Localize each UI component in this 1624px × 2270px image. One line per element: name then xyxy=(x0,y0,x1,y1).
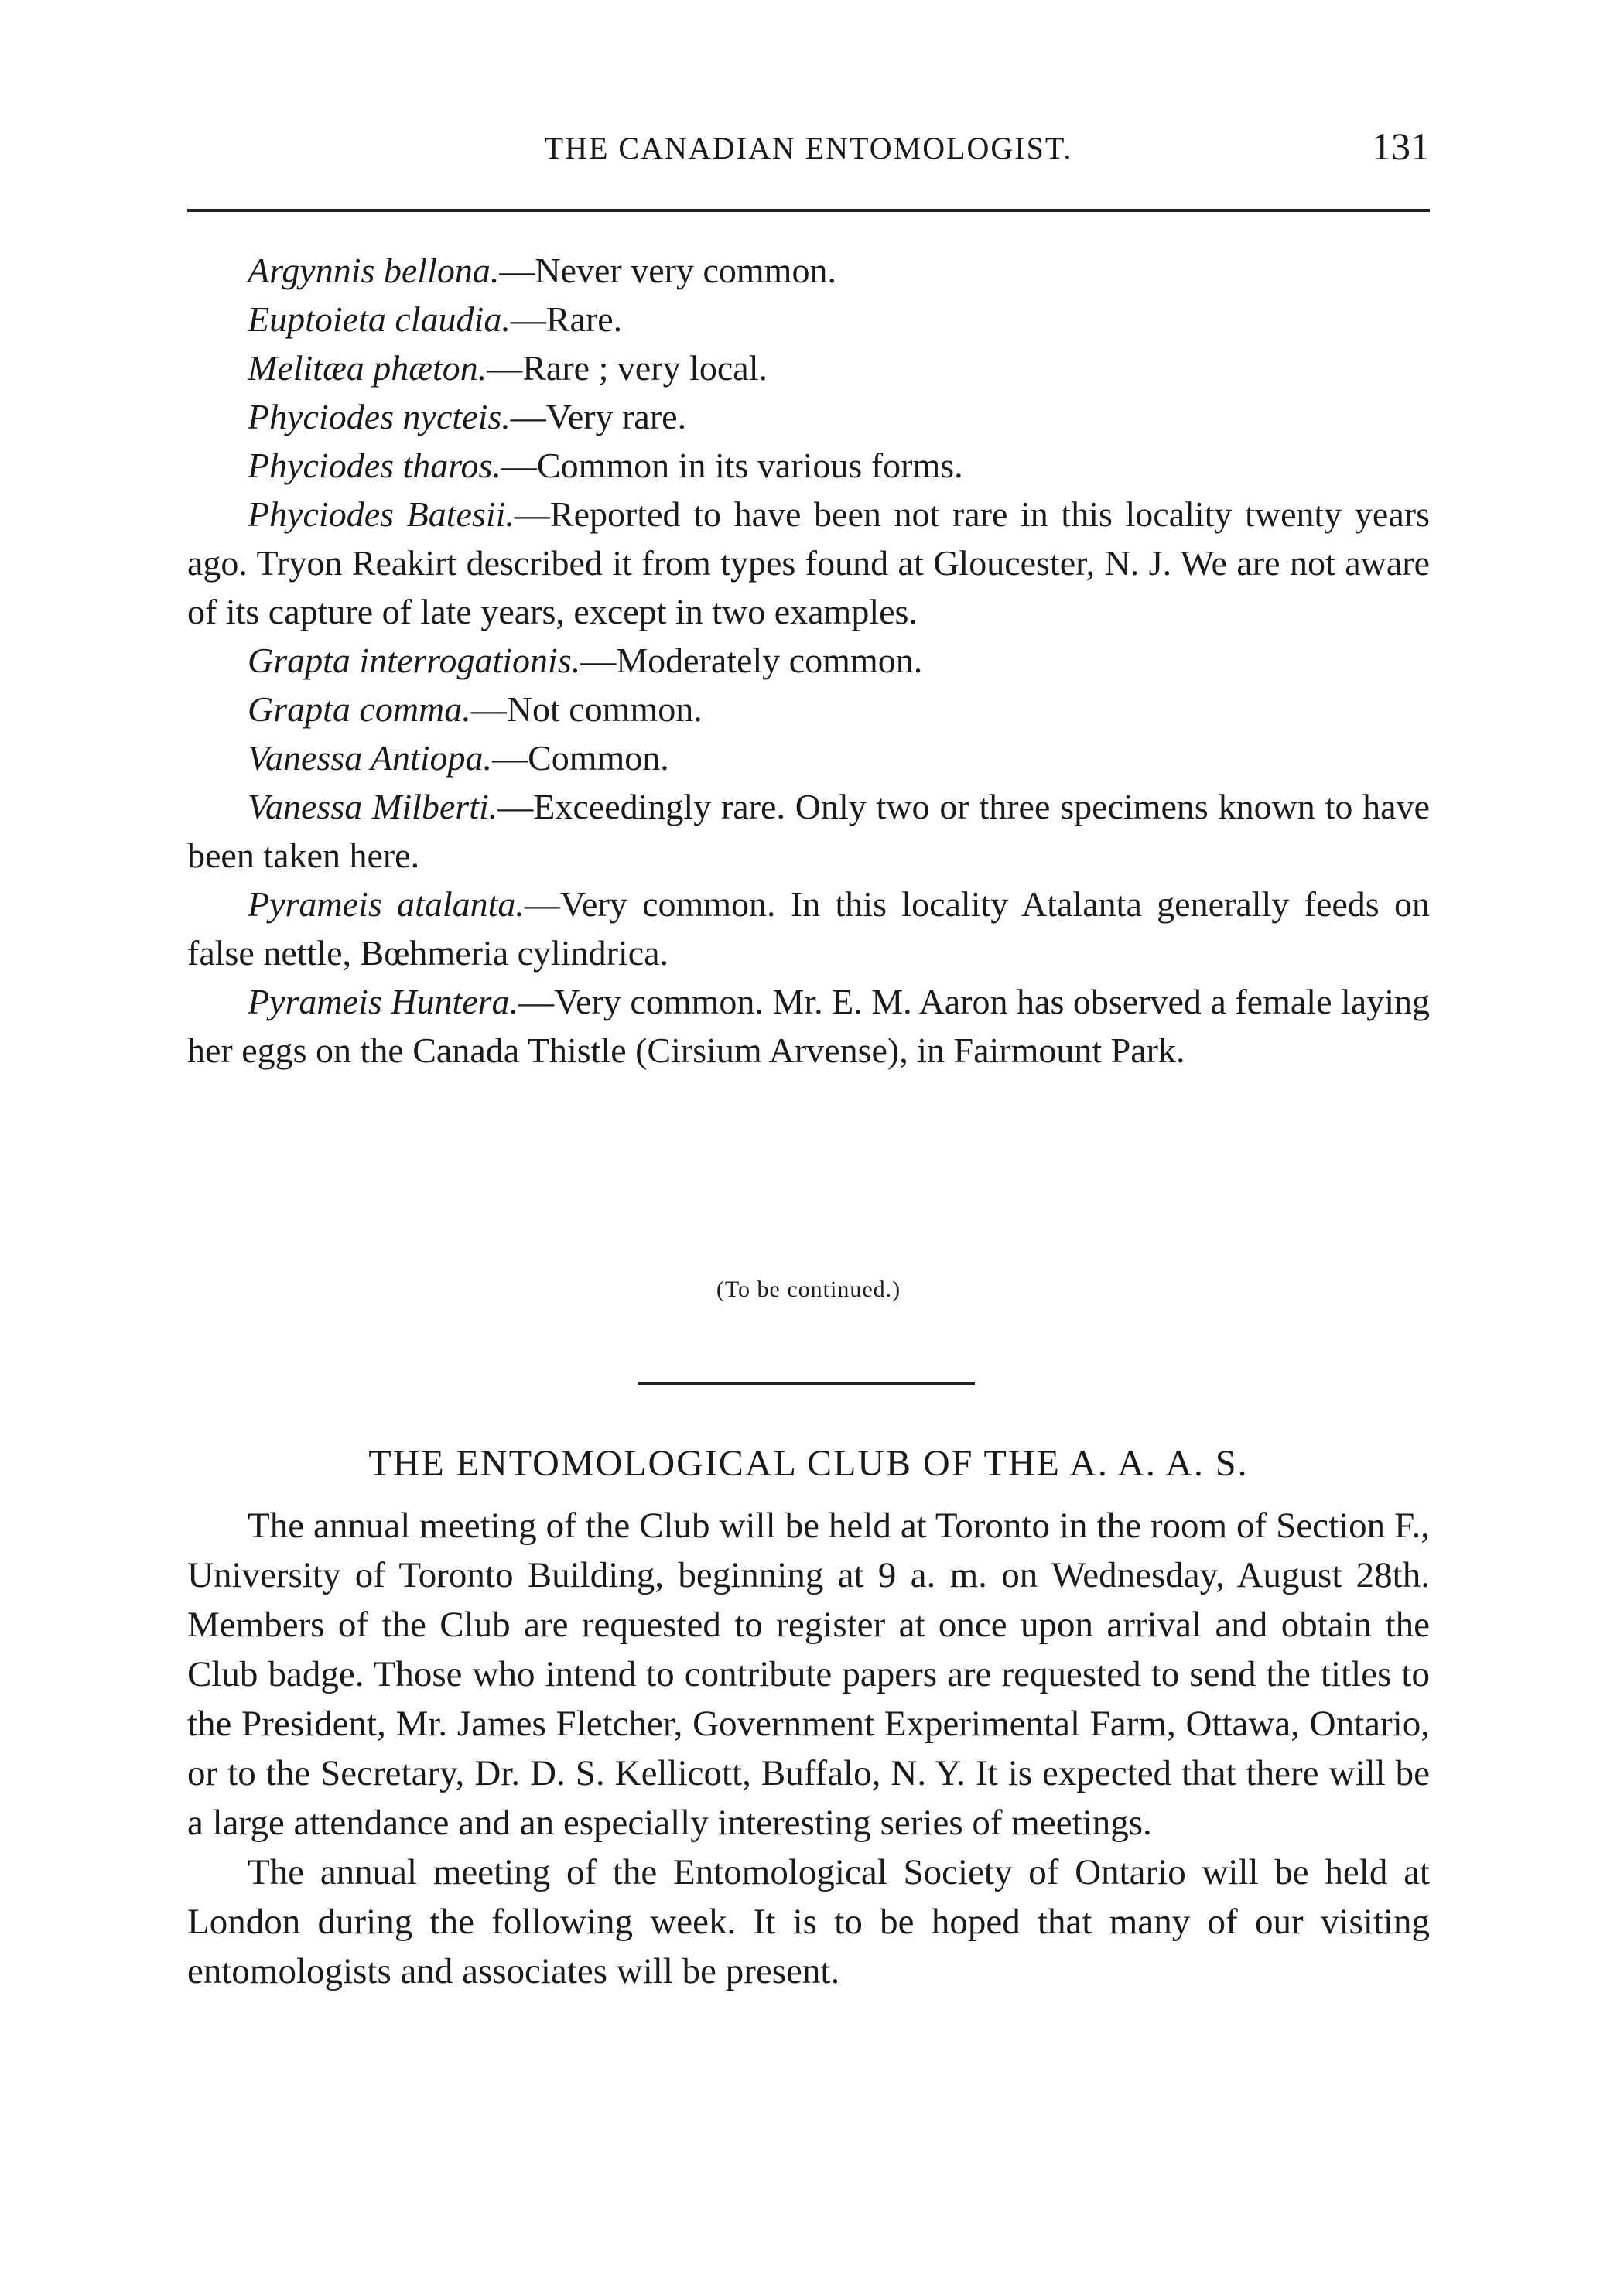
species-name: Euptoieta claudia. xyxy=(248,299,511,339)
running-head xyxy=(187,125,1430,176)
species-name: Grapta comma. xyxy=(248,689,471,729)
species-entry xyxy=(187,636,1430,685)
species-note: —Common in its various forms. xyxy=(501,446,963,485)
species-entry xyxy=(187,392,1430,441)
species-entry xyxy=(187,490,1430,636)
section-heading: THE ENTOMOLOGICAL CLUB OF THE A. A. A. S. xyxy=(368,1443,1249,1484)
species-note: —Very common. Mr. E. M. Aaron has observed a female laying her eggs on the Canada Thistle (Cirsium Arvense), in Fairmount Park. xyxy=(187,982,1430,1070)
species-name: Phyciodes Batesii. xyxy=(248,494,515,534)
species-entry xyxy=(187,782,1430,880)
species-name: Pyrameis atalanta. xyxy=(248,884,525,924)
species-name: Pyrameis Huntera. xyxy=(248,982,519,1021)
species-entry xyxy=(187,733,1430,782)
species-name: Phyciodes nycteis. xyxy=(248,397,511,436)
species-entry xyxy=(187,295,1430,344)
club-notice xyxy=(187,1501,1430,1996)
species-note: —Moderately common. xyxy=(580,641,923,680)
species-note: —Rare. xyxy=(510,299,623,339)
section-divider xyxy=(638,1382,975,1385)
continued-note: (To be continued.) xyxy=(716,1277,901,1302)
notice-paragraph: The annual meeting of the Entomological Society of Ontario will be held at London during the following week. It is to be hoped that many of our visiting entomologists and associates will be present. xyxy=(187,1852,1430,1991)
species-entry xyxy=(187,344,1430,392)
species-entry xyxy=(187,246,1430,295)
species-name: Argynnis bellona. xyxy=(248,251,500,290)
species-entry xyxy=(187,977,1430,1075)
species-list xyxy=(187,246,1430,1075)
species-note: —Exceedingly rare. Only two or three specimens known to have been taken here. xyxy=(187,787,1430,875)
species-note: —Never very common. xyxy=(499,251,836,290)
species-name: Melitæa phæton. xyxy=(248,348,487,388)
species-name: Grapta interrogationis. xyxy=(248,641,581,680)
species-entry xyxy=(187,685,1430,733)
header-rule xyxy=(187,209,1430,212)
notice-paragraph: The annual meeting of the Club will be held at Toronto in the room of Section F., University of Toronto Building, beginning at 9 a. m. on Wednesday, August 28th. Members of the Club are requested to register at once upon arrival and obtain the Club badge. Those who intend to contribute papers are requested to send the titles to the President, Mr. James Fletcher, Government Experimental Farm, Ottawa, Ontario, or to the Secretary, Dr. D. S. Kellicott, Buffalo, N. Y. It is expected that there will be a large attendance and an especially interesting series of meetings. xyxy=(187,1506,1430,1843)
species-note: —Not common. xyxy=(470,689,703,729)
species-note: —Very rare. xyxy=(510,397,687,436)
page-number: 131 xyxy=(1372,125,1430,168)
species-name: Phyciodes tharos. xyxy=(248,446,501,485)
running-title: THE CANADIAN ENTOMOLOGIST. xyxy=(544,131,1073,166)
species-note: —Rare ; very local. xyxy=(487,348,768,388)
species-note: —Reported to have been not rare in this locality twenty years ago. Tryon Reakirt described it from types found at Gloucester, N. J. We are not aware of its capture of late years, except in two examples. xyxy=(187,494,1430,631)
species-name: Vanessa Antiopa. xyxy=(248,738,493,778)
species-name: Vanessa Milberti. xyxy=(248,787,498,826)
species-note: —Common. xyxy=(492,738,669,778)
species-entry xyxy=(187,880,1430,977)
species-note: —Very common. In this locality Atalanta generally feeds on false nettle, Bœhmeria cylindrica. xyxy=(187,884,1431,973)
species-entry xyxy=(187,441,1430,490)
